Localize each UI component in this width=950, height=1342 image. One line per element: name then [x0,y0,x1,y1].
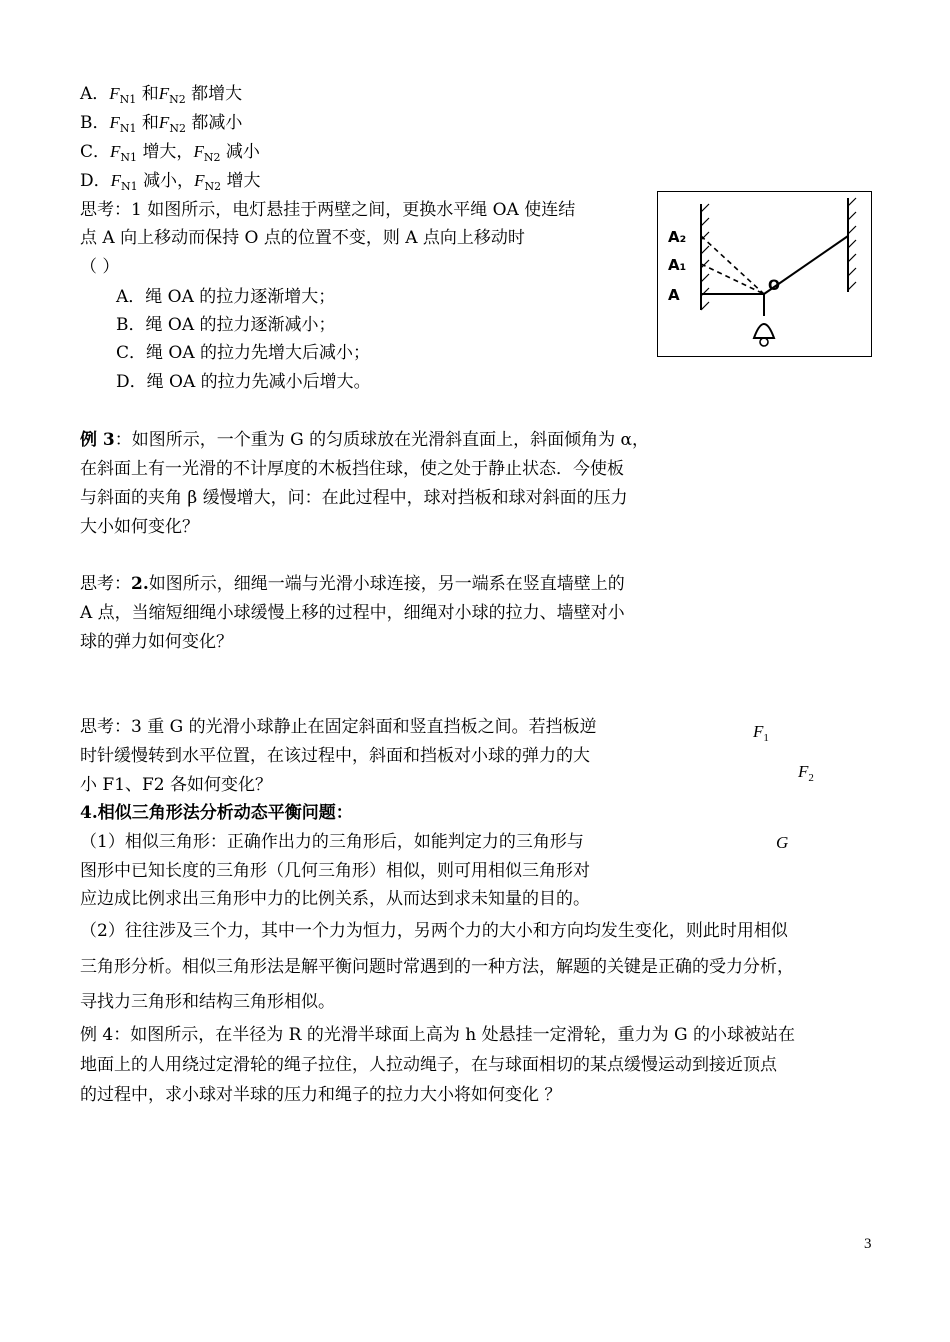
think3-line3: 小 F1、F2 各如何变化？ [80,775,273,795]
example3-line2: 在斜面上有一光滑的不计厚度的木板挡住球，使之处于静止状态．今使板 [80,459,624,479]
right-wall-hatch [848,198,856,290]
think2-line1: 思考：2.如图所示，细绳一端与光滑小球连接，另一端系在竖直墙壁上的 [80,574,625,594]
example3-line1: 例 3：如图所示，一个重为 G 的匀质球放在光滑斜直面上，斜面倾角为 α， [80,430,650,450]
force-label-g: G [776,833,789,852]
rope-oa1 [701,264,764,294]
think1-line3: （ ） [80,257,120,277]
section4-p2-line3: 寻找力三角形和结构三角形相似。 [80,992,335,1012]
think1-option-b: B．绳 OA 的拉力逐渐减小； [116,315,336,335]
think3-line2: 时针缓慢转到水平位置，在该过程中，斜面和挡板对小球的弹力的大 [80,746,590,766]
lamp-diagram [658,192,871,356]
lamp-shade [754,324,774,338]
section4-p1-line1: （1）相似三角形：正确作出力的三角形后，如能判定力的三角形与 [80,832,584,852]
option-c: C．$F_{N1}$ 增大，$F_{N2}$ 减小 [80,142,260,164]
section4-p2-line1: （2）往往涉及三个力，其中一个力为恒力，另两个力的大小和方向均发生变化，则此时用相似 [80,921,788,941]
think2-line3: 球的弹力如何变化？ [80,632,233,652]
label-o: O [768,278,780,294]
lamp-figure [657,191,872,357]
force-label-f1: $F_1$ [753,722,769,744]
label-a: A [668,286,680,304]
force-label-f2: $F_2$ [798,762,814,784]
think1-line1: 思考：1 如图所示，电灯悬挂于两壁之间，更换水平绳 OA 使连结 [80,200,576,220]
example3-line4: 大小如何变化？ [80,517,199,537]
rope-oa2 [701,236,764,294]
label-a1: A₁ [668,256,687,274]
label-a2: A₂ [668,228,687,246]
page-number: 3 [864,1236,872,1252]
example4-line2: 地面上的人用绕过定滑轮的绳子拉住，人拉动绳子，在与球面相切的某点缓慢运动到接近顶点 [80,1055,777,1075]
section4-title: 4.相似三角形法分析动态平衡问题： [80,803,353,823]
section4-p1-line3: 应边成比例求出三角形中力的比例关系，从而达到求未知量的目的。 [80,889,590,909]
option-b: B．$F_{N1}$ 和$F_{N2}$ 都减小 [80,113,243,135]
lamp-bulb [760,338,768,346]
example3-line3: 与斜面的夹角 β 缓慢增大，问：在此过程中，球对挡板和球对斜面的压力 [80,488,628,508]
think2-line2: A 点，当缩短细绳小球缓慢上移的过程中，细绳对小球的拉力、墙壁对小 [80,603,625,623]
think1-option-c: C．绳 OA 的拉力先增大后减小； [116,343,371,363]
think3-line1: 思考：3 重 G 的光滑小球静止在固定斜面和竖直挡板之间。若挡板逆 [80,717,597,737]
option-d: D．$F_{N1}$ 减小，$F_{N2}$ 增大 [80,171,261,193]
section4-p1-line2: 图形中已知长度的三角形（几何三角形）相似，则可用相似三角形对 [80,861,590,881]
example4-line3: 的过程中，求小球对半球的压力和绳子的拉力大小将如何变化 ？ [80,1085,562,1105]
example4-line1: 例 4：如图所示，在半径为 R 的光滑半球面上高为 h 处悬挂一定滑轮，重力为 G 的小球被站在 [80,1025,795,1045]
think1-option-a: A．绳 OA 的拉力逐渐增大； [116,287,336,307]
option-a: A．$F_{N1}$ 和$F_{N2}$ 都增大 [80,84,243,106]
think1-line2: 点 A 向上移动而保持 O 点的位置不变，则 A 点向上移动时 [80,228,525,248]
section4-p2-line2: 三角形分析。相似三角形法是解平衡问题时常遇到的一种方法，解题的关键是正确的受力分析， [80,957,794,977]
think1-option-d: D．绳 OA 的拉力先减小后增大。 [116,372,371,392]
